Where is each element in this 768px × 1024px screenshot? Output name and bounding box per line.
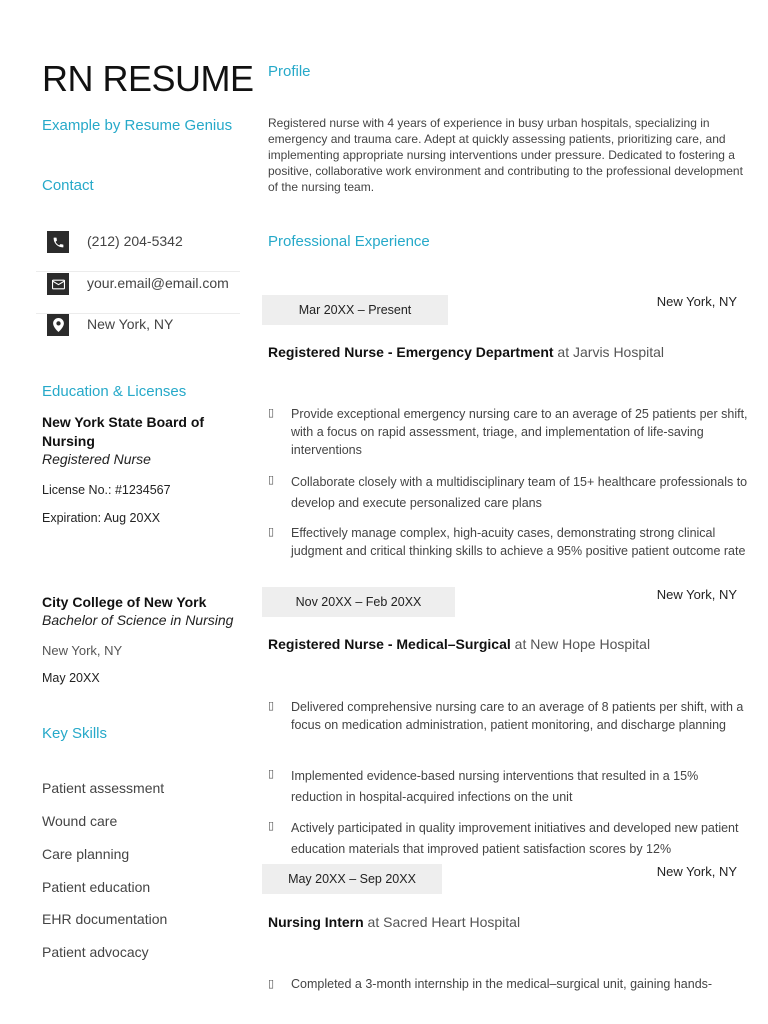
license-expiration: Expiration: Aug 20XX <box>42 511 161 525</box>
education-school: City College of New York <box>42 594 207 610</box>
contact-phone-text: (212) 204-5342 <box>87 233 183 249</box>
profile-section-title: Profile <box>268 63 311 80</box>
job-role: Registered Nurse - Emergency Department <box>268 344 554 360</box>
job-bullet: ▯ Collaborate closely with a multidisciplinary team of 15+ healthcare professionals to develop and execute personalized care plans <box>268 474 748 510</box>
resume-title: RN RESUME <box>42 58 254 99</box>
skill-item: Patient education <box>42 879 151 895</box>
job-location: New York, NY <box>656 294 737 309</box>
job-role: Registered Nurse - Medical–Surgical <box>268 636 511 652</box>
education-degree: Bachelor of Science in Nursing <box>42 612 234 628</box>
job-title <box>268 636 650 652</box>
contact-email-text: your.email@email.com <box>87 275 229 291</box>
job-title <box>268 344 664 360</box>
job-bullet: ▯ Effectively manage complex, high-acuity cases, demonstrating strong clinical judgment and critical thinking skills to achieve a 95% positive patient outcome rate <box>268 526 746 558</box>
job-bullet: ▯ Completed a 3-month internship in the medical–surgical unit, gaining hands- <box>268 977 713 991</box>
job-location: New York, NY <box>656 587 737 602</box>
job-employer: at Jarvis Hospital <box>553 344 665 360</box>
resume-subtitle: Example by Resume Genius <box>42 117 233 134</box>
contact-phone <box>36 222 240 262</box>
bullet-box-icon: ▯ <box>268 700 275 712</box>
skill-item: Patient assessment <box>42 780 165 796</box>
job-bullet: ▯ Implemented evidence-based nursing interventions that resulted in a 15% reduction in hospital-acquired infections on the unit <box>268 768 699 804</box>
job-dates: Mar 20XX – Present <box>262 295 448 325</box>
skill-item: EHR documentation <box>42 911 168 927</box>
email-icon <box>47 273 69 295</box>
education-section-title: Education & Licenses <box>42 383 187 400</box>
skill-item: Care planning <box>42 846 130 862</box>
contact-section-title: Contact <box>42 177 94 194</box>
phone-icon <box>47 231 69 253</box>
job-employer: at New Hope Hospital <box>510 636 651 652</box>
bullet-box-icon: ▯ <box>268 526 275 538</box>
bullet-box-icon: ▯ <box>268 474 275 486</box>
job-bullet: ▯ Actively participated in quality improvement initiatives and developed new patient education materials that improved patient satisfaction scores by 12% <box>268 820 739 856</box>
education-location: New York, NY <box>42 643 123 658</box>
bullet-box-icon: ▯ <box>268 407 275 419</box>
job-dates: Nov 20XX – Feb 20XX <box>262 587 455 617</box>
location-pin-icon <box>47 314 69 336</box>
contact-email <box>36 264 240 304</box>
job-bullet: ▯ Delivered comprehensive nursing care to an average of 8 patients per shift, with a focus on medication administration, patient monitoring, and discharge planning <box>268 700 744 732</box>
skills-section-title: Key Skills <box>42 725 108 742</box>
education-school: New York State Board of Nursing <box>42 414 205 449</box>
experience-section-title: Professional Experience <box>268 233 430 250</box>
job-location: New York, NY <box>656 864 737 879</box>
education-degree: Registered Nurse <box>42 451 151 467</box>
contact-location <box>36 305 240 345</box>
license-number: License No.: #1234567 <box>42 483 171 497</box>
job-dates: May 20XX – Sep 20XX <box>262 864 442 894</box>
education-entry <box>42 413 237 467</box>
job-bullet: ▯ Provide exceptional emergency nursing care to an average of 25 patients per shift, with a focus on rapid assessment, triage, and implementation of life-saving interventions <box>268 407 748 457</box>
education-entry <box>42 593 237 628</box>
skill-item: Wound care <box>42 813 118 829</box>
bullet-box-icon: ▯ <box>268 820 275 832</box>
job-title <box>268 914 520 930</box>
bullet-box-icon: ▯ <box>268 978 275 990</box>
profile-summary: Registered nurse with 4 years of experience in busy urban hospitals, specializing in emergency and trauma care. Adept at quickly assessing patients, prioritizing care, and implementing appropriate nursing interventions under pressure. Dedicated to fostering a positive, collaborative work environment and contributing to the professional development of the nursing team. <box>268 116 743 194</box>
job-employer: at Sacred Heart Hospital <box>363 914 521 930</box>
contact-location-text: New York, NY <box>87 316 174 332</box>
skill-item: Patient advocacy <box>42 944 149 960</box>
education-graduation-date: May 20XX <box>42 671 100 685</box>
bullet-box-icon: ▯ <box>268 768 275 780</box>
job-role: Nursing Intern <box>268 914 364 930</box>
